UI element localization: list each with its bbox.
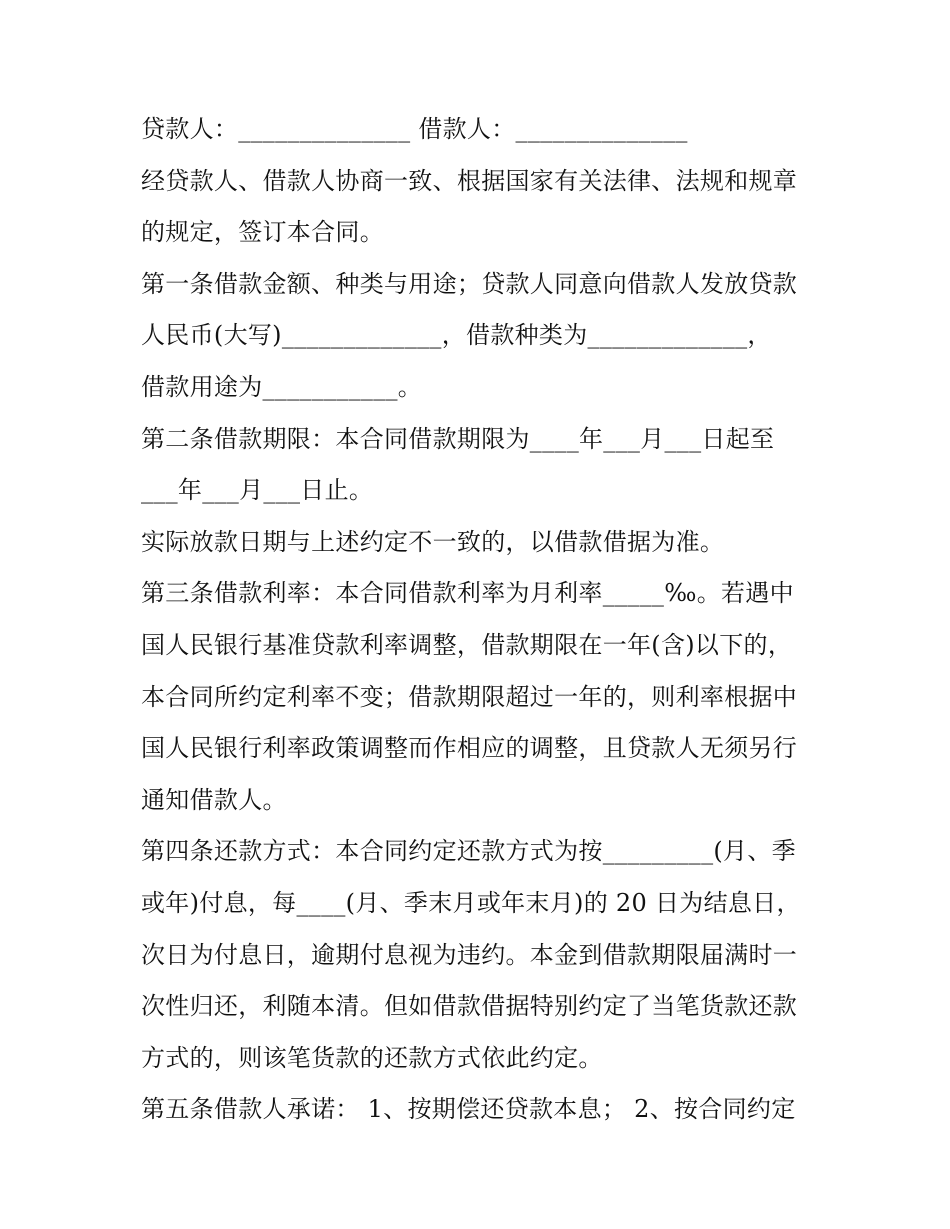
article-4-line-2: 或年)付息，每____(月、季末月或年末月)的 20 日为结息日， [141, 888, 801, 917]
article-3-line-4: 国人民银行利率政策调整而作相应的调整，且贷款人无须另行 [141, 734, 798, 763]
article-5-line-1: 第五条借款人承诺： 1、按期偿还贷款本息； 2、按合同约定 [141, 1095, 796, 1124]
preamble-line-1: 经贷款人、借款人协商一致、根据国家有关法律、法规和规章 [141, 166, 798, 195]
article-1-line-1: 第一条借款金额、种类与用途；贷款人同意向借款人发放贷款 [141, 269, 798, 298]
article-3-line-5: 通知借款人。 [141, 785, 287, 814]
preamble-line-2: 的规定，签订本合同。 [141, 218, 384, 247]
article-4-line-5: 方式的，则该笔货款的还款方式依此约定。 [141, 1043, 603, 1072]
article-4-line-4: 次性归还，利随本清。但如借款借据特别约定了当笔货款还款 [141, 992, 798, 1021]
article-3-line-3: 本合同所约定利率不变；借款期限超过一年的，则利率根据中 [141, 682, 798, 711]
article-4-line-3: 次日为付息日，逾期付息视为违约。本金到借款期限届满时一 [141, 940, 798, 969]
article-1-line-2: 人民币(大写)_____________，借款种类为_____________， [141, 321, 772, 350]
contract-page [141, 104, 821, 1136]
article-3-line-1: 第三条借款利率：本合同借款利率为月利率_____‰。若遇中 [141, 579, 794, 608]
article-2-line-1: 第二条借款期限：本合同借款期限为____年___月___日起至 [141, 424, 775, 453]
article-1-line-3: 借款用途为___________。 [141, 372, 423, 401]
article-3-line-2: 国人民银行基准贷款利率调整，借款期限在一年(含)以下的， [141, 630, 793, 659]
parties-line: 贷款人：______________ 借款人：______________ [141, 115, 688, 143]
article-2-line-2: ___年___月___日止。 [141, 476, 374, 505]
article-2-line-3: 实际放款日期与上述约定不一致的，以借款借据为准。 [141, 527, 725, 556]
article-4-line-1: 第四条还款方式：本合同约定还款方式为按_________(月、季 [141, 837, 796, 866]
